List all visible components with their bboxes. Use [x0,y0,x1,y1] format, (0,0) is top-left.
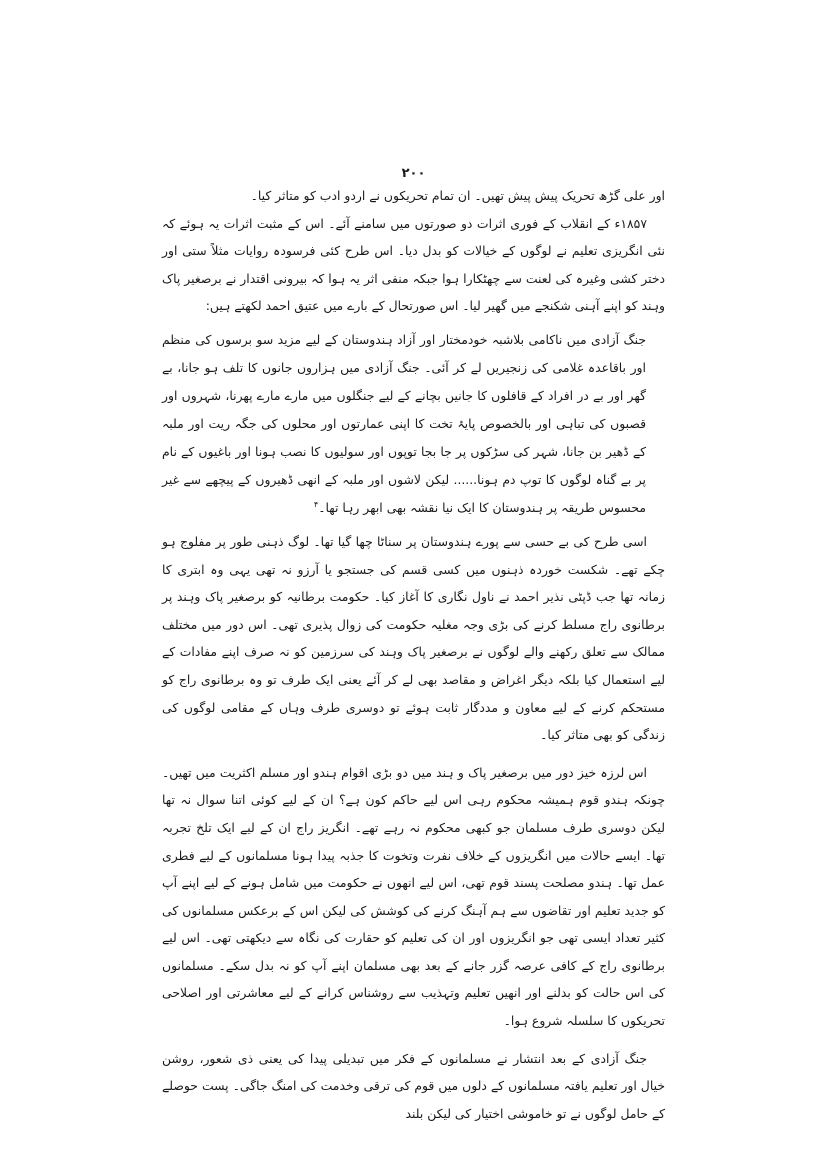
paragraph-5: جنگ آزادی کے بعد انتشار نے مسلمانوں کے فکر میں تبدیلی پیدا کی یعنی ذی شعور، روشن خیال اور تعلیم یافتہ مسلمانوں کے دلوں میں قوم کی ترقی وخدمت کی امنگ جاگی۔ پست حوصلے کے حامل لوگوں نے تو خاموشی اختیار کی لیکن بلند [162,1050,665,1121]
quote-text: جنگ آزادی میں ناکامی بلاشبہ خودمختار اور آزاد ہندوستان کے لیے مزید سو برسوں کی منظم اور باقاعدہ غلامی کی زنجیریں لے کر آئی۔ جنگ آزادی میں ہزاروں جانوں کا تلف ہو جانا، بے گھر اور بے در افراد کے قافلوں کا جانیں بچانے کے لیے جنگلوں میں مارے مارے پھرنا، شہروں اور قصبوں کی تباہی اور بالخصوص پایۂ تخت کا اپنی عمارتوں اور محلوں کی جگہ ریت اور ملبہ کے ڈھیر بن جانا، شہر کی سڑکوں پر جا بجا توپوں اور سولیوں کا نصب ہونا اور باغیوں کے نام پر بے گناہ لوگوں کا توپ دم ہونا...... لیکن لاشوں اور ملبہ کے انھی ڈھیروں کے پیچھے سے غیر محسوس طریقہ پر ہندوستان کا ایک نیا نقشہ بھی ابھر رہا تھا۔ [162,331,646,515]
footnote-marker: ۴ [313,499,319,509]
block-quote [162,326,646,522]
paragraph-1: اور علی گڑھ تحریک پیش پیش تھیں۔ ان تمام تحریکوں نے اردو ادب کو متاثر کیا۔ [250,188,665,203]
paragraph-4: اس لرزہ خیز دور میں برصغیر پاک و ہند میں دو بڑی اقوام ہندو اور مسلم اکثریت میں تھیں۔ چونکہ ہندو قوم ہمیشہ محکوم رہی اس لیے حاکم کون ہے؟ ان کے لیے کوئی اتنا سوال نہ تھا لیکن دوسری طرف مسلمان جو کبھی محکوم نہ رہے تھے۔ انگریز راج ان کے لیے ایک تلخ تجربہ تھا۔ ایسے حالات میں انگریزوں کے خلاف نفرت وتخوت کا جذبہ پیدا ہونا مسلمانوں کے لیے فطری عمل تھا۔ ہندو مصلحت پسند قوم تھی، اس لیے انھوں نے حکومت میں شامل ہونے کے لیے اپنے آپ کو جدید تعلیم اور تقاضوں سے ہم آہنگ کرنے کی کوشش کی لیکن اس کے برعکس مسلمانوں کی کثیر تعداد ایسی تھی جو انگریزوں اور ان کی تعلیم کو حقارت کی نگاہ سے دیکھتی تھی۔ اس لیے برطانوی راج کے کافی عرصہ گزر جانے کے بعد بھی مسلمان اپنے آپ کو نہ بدل سکے۔ مسلمانوں کی اس حالت کو بدلنے اور انھیں تعلیم وتہذیب سے روشناس کرانے کے لیے معاشرتی اور اصلاحی تحریکوں کا سلسلہ شروع ہوا۔ [162,764,665,1029]
page-number: ۲۰۰ [401,166,426,181]
paragraph-2: ۱۸۵۷ء کے انقلاب کے فوری اثرات دو صورتوں میں سامنے آئے۔ اس کے مثبت اثرات یہ ہوئے کہ نئی انگریزی تعلیم نے لوگوں کے خیالات کو بدل دیا۔ اس طرح کئی فرسودہ روایات مثلاً ستی اور دختر کشی وغیرہ کی لعنت سے چھٹکارا ہوا جبکہ منفی اثر یہ ہوا کہ بیرونی اقتدار نے برصغیر پاک وہند کو اپنے آہنی شکنجے میں گھیر لیا۔ اس صورتحال کے بارے میں عتیق احمد لکھتے ہیں: [162,215,665,314]
paragraph-3: اسی طرح کی بے حسی سے پورے ہندوستان پر سناٹا چھا گیا تھا۔ لوگ ذہنی طور پر مفلوج ہو چکے تھے۔ شکست خوردہ ذہنوں میں کسی قسم کی جستجو یا آرزو نہ تھی یہی وہ ابتری کا زمانہ تھا جب ڈپٹی نذیر احمد نے ناول نگاری کا آغاز کیا۔ حکومت برطانیہ کو برصغیر پاک وہند پر برطانوی راج مسلط کرنے کی بڑی وجہ مغلیہ حکومت کی زوال پذیری تھی۔ اس دور میں مختلف ممالک سے تعلق رکھنے والے لوگوں نے برصغیر پاک وہند کی سرزمین کو نہ صرف اپنے مفادات کے لیے استعمال کیا بلکہ دیگر اغراض و مقاصد بھی لے کر آئے یعنی ایک طرف تو وہ برطانوی راج کو مستحکم کرنے کے لیے معاون و مددگار ثابت ہوئے تو دوسری طرف وہاں کے مقامی لوگوں کی زندگی کو بھی متاثر کیا۔ [162,533,665,743]
page-body [162,182,665,1127]
